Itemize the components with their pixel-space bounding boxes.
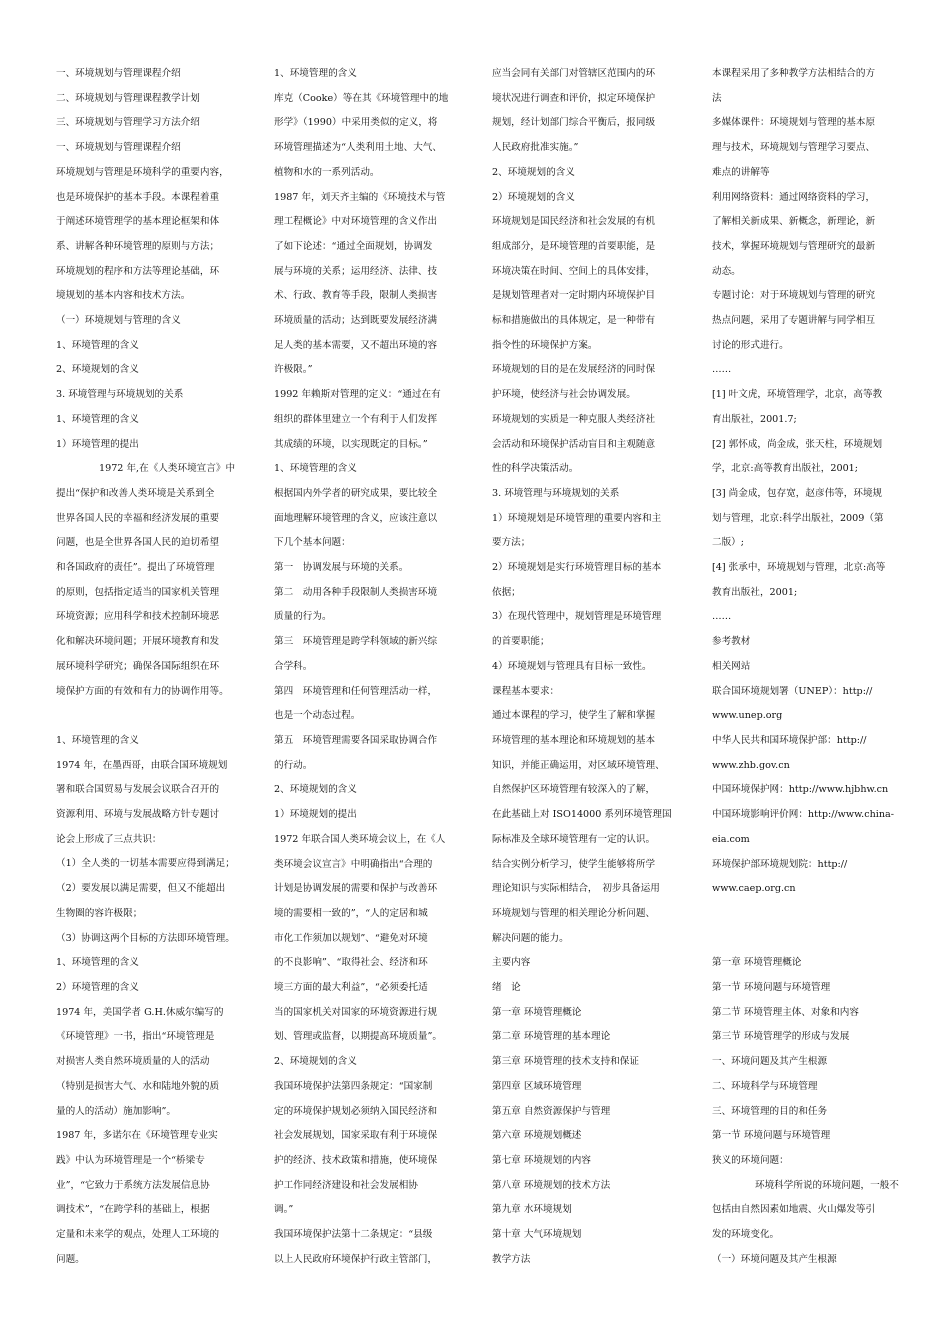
text-line: 通过本课程的学习，使学生了解和掌握	[492, 710, 656, 722]
text-line: 是规划管理者对一定时期内环境保护目	[492, 290, 656, 302]
text-line: 二版）;	[712, 537, 745, 549]
text-line: 第三节 环境管理学的形成与发展	[712, 1031, 850, 1043]
text-line: 形学》（1990）中采用类似的定义，将	[274, 117, 438, 129]
text-line: 育出版社，2001.7;	[712, 413, 797, 425]
text-line: 资源利用、环境与发展战略方针专题讨	[56, 809, 220, 821]
text-line: 划与管理，北京:科学出版社，2009（第	[712, 512, 884, 524]
text-column-1	[56, 62, 264, 1272]
text-line: 课程基本要求：	[492, 685, 560, 697]
text-line: 境的需要相一致的”，“人的定居和城	[274, 907, 428, 919]
text-line: 环境管理描述为“人类利用土地、大气、	[274, 142, 442, 154]
text-line: （3）协调这两个目标的方法即环境管理。	[56, 932, 235, 944]
text-line: eia.com	[712, 833, 750, 845]
text-line: 环境规划与管理是环境科学的重要内容，	[56, 166, 229, 178]
text-line: 环境资源；应用科学和技术控制环境恶	[56, 611, 220, 623]
text-line: 了如下论述：“通过全面规划，协调发	[274, 240, 433, 252]
text-line: 论会上形成了三点共识：	[56, 833, 162, 845]
text-line: 1972 年,在《人类环境宣言》中	[99, 463, 236, 475]
text-line: 署和联合国贸易与发展会议联合召开的	[56, 784, 220, 796]
text-line: 环境规划的目的是在发展经济的同时保	[492, 364, 656, 376]
text-line: 环境保护部环境规划院：http://	[712, 858, 848, 870]
text-line: 和各国政府的责任”。提出了环境管理	[56, 562, 215, 574]
text-line: （一）环境问题及其产生根源	[712, 1253, 837, 1265]
text-line: 第一节 环境问题与环境管理	[712, 981, 831, 993]
text-line: 动态。	[712, 265, 741, 277]
text-line: 1、环境管理的含义	[56, 734, 139, 746]
text-line: 以上人民政府环境保护行政主管部门，	[274, 1253, 438, 1265]
text-line: [2] 郭怀成，尚金成，张天柱，环境规划	[712, 438, 883, 450]
text-line: 《环境管理》一书，指出“环境管理是	[56, 1031, 215, 1043]
text-line: 境三方面的最大利益”，“必须委托适	[274, 982, 428, 994]
text-line: 问题。	[56, 1253, 85, 1265]
text-line: 三、环境管理的目的和任务	[712, 1105, 828, 1117]
text-line: 包括由自然因素如地震、火山爆发等引	[712, 1204, 876, 1216]
text-line: 第五 环境管理需要各国采取协调合作	[274, 734, 438, 746]
text-line: 一、环境规划与管理课程介绍	[56, 68, 181, 79]
text-line: 组织的群体里建立一个有利于人们发挥	[274, 413, 438, 425]
text-line: www.zhb.gov.cn	[712, 759, 790, 771]
text-line: 第四 环境管理和任何管理活动一样，	[274, 685, 438, 697]
text-line: 理论知识与实际相结合， 初步具备运用	[492, 883, 660, 895]
text-line: 根据国内外学者的研究成果，要比较全	[274, 487, 438, 499]
text-line: 境保护方面的有效和有力的协调作用等。	[56, 685, 229, 697]
text-line: 术、行政、教育等手段，限制人类损害	[274, 290, 438, 302]
text-line: 第五章 自然资源保护与管理	[492, 1105, 611, 1117]
blank-line	[712, 902, 920, 927]
text-line: 1、环境管理的含义	[274, 68, 357, 79]
text-line: 2、环境规划的含义	[56, 364, 139, 376]
text-line: 应当会同有关部门对管辖区范围内的环	[492, 68, 656, 79]
text-line: 的行动。	[274, 759, 313, 771]
text-line: 自然保护区环境管理有较深入的了解，	[492, 784, 656, 796]
text-line: 面地理解环境管理的含义，应该注意以	[274, 512, 438, 524]
text-line: 2、环境规划的含义	[274, 784, 357, 796]
text-line: 世界各国人民的幸福和经济发展的重要	[56, 512, 220, 524]
text-line: 下几个基本问题：	[274, 537, 351, 549]
blank-line	[56, 704, 264, 729]
text-line: 主要内容	[492, 957, 531, 969]
text-line: 环境规划的实质是一种克服人类经济社	[492, 413, 656, 425]
text-line: 计划是协调发展的需要和保护与改善环	[274, 883, 438, 895]
text-line: 环境规划与管理的相关理论分析问题、	[492, 907, 656, 919]
text-line: 1、环境管理的含义	[274, 463, 357, 475]
text-line: 也是环境保护的基本手段。本课程着重	[56, 191, 220, 203]
text-line: 理与技术，环境规划与管理学习要点、	[712, 142, 876, 154]
text-line: 定量和未来学的观点，处理人工环境的	[56, 1229, 220, 1241]
text-line: 定的环境保护规划必须纳入国民经济和	[274, 1105, 438, 1117]
text-line: 人民政府批准实施。”	[492, 142, 579, 154]
text-line: [4] 张承中，环境规划与管理，北京:高等	[712, 562, 886, 574]
text-line: 合学科。	[274, 660, 313, 672]
text-line: 知识，并能正确运用，对区域环境管理、	[492, 759, 665, 771]
text-line: 我国环境保护法第十二条规定：“县级	[274, 1229, 433, 1241]
text-line: 一、环境问题及其产生根源	[712, 1056, 828, 1068]
text-line: 第一章 环境管理概论	[712, 957, 802, 969]
text-line: 我国环境保护法第四条规定：“国家制	[274, 1080, 433, 1092]
text-line: 指令性的环境保护方案。	[492, 339, 598, 351]
text-line: 植物和水的一系列活动。	[274, 166, 380, 178]
text-line: 环境规划是国民经济和社会发展的有机	[492, 216, 656, 228]
text-line: （1）全人类的一切基本需要应得到满足；	[56, 858, 235, 870]
text-line: 教育出版社，2001;	[712, 586, 798, 598]
text-line: 业”，“它致力于系统方法发展信息协	[56, 1179, 210, 1191]
text-line: 的原则，包括指定适当的国家机关管理	[56, 586, 220, 598]
text-line: 环境决策在时间、空间上的具体安排，	[492, 265, 656, 277]
text-line: 专题讨论：对于环境规划与管理的研究	[712, 290, 876, 302]
text-line: 结合实例分析学习，使学生能够将所学	[492, 858, 656, 870]
text-line: （2）要发展以满足需要，但又不能超出	[56, 883, 226, 895]
text-line: 第八章 环境规划的技术方法	[492, 1179, 611, 1191]
text-line: 第一章 环境管理概论	[492, 1006, 582, 1018]
text-line: 第二 动用各种手段限制人类损害环境	[274, 586, 438, 598]
text-line: 第六章 环境规划概述	[492, 1130, 582, 1142]
text-line: 1、环境管理的含义	[56, 413, 139, 425]
text-line: 践》中认为环境管理是一个“桥梁专	[56, 1154, 205, 1166]
text-line: 第三章 环境管理的技术支持和保证	[492, 1056, 639, 1068]
text-line: 1、环境管理的含义	[56, 957, 139, 969]
text-line: 第四章 区域环境管理	[492, 1080, 582, 1092]
text-line: 依据；	[492, 586, 521, 598]
text-line: 绪 论	[492, 982, 521, 994]
text-line: （特别是损害大气、水和陆地外貌的质	[56, 1080, 220, 1092]
text-line: ……	[712, 611, 732, 623]
text-line: 环境科学所说的环境问题，一般不	[755, 1179, 899, 1191]
text-line: 2）环境管理的含义	[56, 982, 139, 993]
text-line: 3. 环境管理与环境规划的关系	[56, 389, 184, 401]
text-line: 2、环境规划的含义	[274, 1056, 357, 1068]
text-line: 3）在现代管理中，规划管理是环境管理	[492, 611, 662, 623]
text-line: 境规划的基本内容和技术方法。	[56, 290, 191, 302]
text-line: www.unep.org	[712, 710, 783, 722]
text-line: 规划，经计划部门综合平衡后，报同级	[492, 117, 656, 129]
text-line: 二、环境规划与管理课程教学计划	[56, 92, 200, 104]
text-line: 解决问题的能力。	[492, 932, 569, 944]
text-line: 1）环境规划的提出	[274, 809, 357, 821]
text-line: 足人类的基本需要，又不超出环境的容	[274, 339, 438, 351]
text-line: 提出“保护和改善人类环境是关系到全	[56, 487, 215, 499]
text-line: 1992 年赖斯对管理的定义：“通过在有	[274, 389, 441, 401]
text-line: 狭义的环境问题：	[712, 1154, 789, 1166]
text-line: 境状况进行调查和评价，拟定环境保护	[492, 92, 656, 104]
text-line: 也是一个动态过程。	[274, 710, 361, 722]
text-line: 组成部分，是环境管理的首要职能，是	[492, 240, 656, 252]
text-line: 第二节 环境管理主体、对象和内容	[712, 1006, 859, 1018]
blank-line	[712, 927, 920, 952]
text-line: 一、环境规划与管理课程介绍	[56, 142, 181, 154]
text-column-4	[712, 62, 920, 1272]
text-line: 教学方法	[492, 1253, 531, 1265]
text-line: 第一 协调发展与环境的关系。	[274, 562, 409, 574]
text-line: [1] 叶文虎，环境管理学，北京，高等教	[712, 389, 883, 401]
text-line: 调。”	[274, 1204, 294, 1216]
text-line: 热点问题，采用了专题讲解与同学相互	[712, 315, 876, 327]
text-line: 要方法；	[492, 537, 531, 549]
text-line: 系、讲解各种环境管理的原则与方法；	[56, 240, 220, 252]
text-line: 的首要职能；	[492, 636, 550, 648]
text-line: 二、环境科学与环境管理	[712, 1080, 818, 1092]
text-line: 划、管理或监督，以期提高环境质量”。	[274, 1031, 442, 1043]
text-line: 生物圈的容许极限；	[56, 907, 143, 919]
text-line: 难点的讲解等	[712, 166, 770, 178]
text-line: 1987 年，多诺尔在《环境管理专业实	[56, 1130, 218, 1142]
text-line: 相关网站	[712, 660, 751, 672]
text-line: 性的科学决策活动。	[492, 463, 579, 475]
text-line: 1974 年，在墨西哥，由联合国环境规划	[56, 759, 228, 771]
text-line: 了解相关新成果、新概念，新理论，新	[712, 216, 876, 228]
text-line: 第七章 环境规划的内容	[492, 1154, 591, 1166]
text-line: 利用网络资料：通过网络资料的学习，	[712, 191, 876, 203]
text-line: 联合国环境规划署（UNEP）：http://	[712, 685, 873, 697]
text-line: 第一节 环境问题与环境管理	[712, 1130, 831, 1142]
text-line: 1974 年，美国学者 G.H.休威尔编写的	[56, 1006, 224, 1018]
text-line: 中国环境影响评价网：http://www.china-	[712, 809, 894, 821]
text-line: 展与环境的关系；运用经济、法律、技	[274, 265, 438, 277]
text-line: 展环境科学研究；确保各国际组织在环	[56, 660, 220, 672]
text-line: 发的环境变化。	[712, 1229, 780, 1241]
text-line: www.caep.org.cn	[712, 883, 796, 895]
text-line: 质量的行为。	[274, 611, 332, 623]
text-line: 标和措施做出的具体规定，是一种带有	[492, 315, 656, 327]
text-line: 环境质量的活动；达到既要发展经济满	[274, 315, 438, 327]
text-line: （一）环境规划与管理的含义	[56, 315, 181, 327]
text-line: 护环境，使经济与社会协调发展。	[492, 389, 636, 401]
text-line: 护工作同经济建设和社会发展相协	[274, 1179, 418, 1191]
text-line: 会活动和环境保护活动盲目和主观随意	[492, 438, 656, 450]
text-line: 理工程概论》中对环境管理的含义作出	[274, 216, 438, 228]
text-line: 3. 环境管理与环境规划的关系	[492, 487, 620, 499]
text-line: 调技术”，“在跨学科的基础上，根据	[56, 1204, 210, 1216]
text-column-2	[274, 62, 482, 1272]
text-line: 1987 年，刘天齐主编的《环境技术与管	[274, 191, 446, 203]
text-line: 1972 年联合国人类环境会议上，在《人	[274, 833, 446, 845]
text-line: 4）环境规划与管理具有目标一致性。	[492, 660, 652, 672]
text-line: 1）环境规划是环境管理的重要内容和主	[492, 512, 662, 524]
text-column-3	[492, 62, 700, 1272]
text-line: 量的人的活动）施加影响”。	[56, 1105, 177, 1117]
text-line: 中华人民共和国环境保护部：http://	[712, 734, 867, 746]
text-line: ……	[712, 364, 732, 376]
text-line: 其成绩的环境，以实现既定的目标。”	[274, 438, 428, 450]
text-line: 多媒体课件：环境规划与管理的基本原	[712, 117, 876, 129]
text-line: 1）环境管理的提出	[56, 438, 139, 450]
text-line: 讨论的形式进行。	[712, 339, 789, 351]
text-line: 1、环境管理的含义	[56, 339, 139, 351]
text-line: 护的经济、技术政策和措施，使环境保	[274, 1154, 438, 1166]
text-line: 法	[712, 92, 722, 104]
text-line: 参考教材	[712, 636, 751, 648]
text-line: 于阐述环境管理学的基本理论框架和体	[56, 216, 220, 228]
text-line: 际标准及全球环境管理有一定的认识。	[492, 833, 656, 845]
text-line: 2）环境规划的含义	[492, 191, 575, 203]
text-line: 在此基础上对 ISO14000 系列环境管理国	[492, 809, 672, 821]
text-line: 问题，也是全世界各国人民的迫切希望	[56, 537, 220, 549]
text-line: 化和解决环境问题；开展环境教育和发	[56, 636, 220, 648]
text-line: 库克（Cooke）等在其《环境管理中的地	[274, 92, 449, 104]
text-line: 第三 环境管理是跨学科领域的新兴综	[274, 636, 438, 648]
text-line: 市化工作须加以规划”、“避免对环境	[274, 932, 428, 944]
text-line: 第十章 大气环境规划	[492, 1229, 582, 1241]
text-line: 类环境会议宣言》中明确指出“合理的	[274, 858, 433, 870]
text-line: 技术，掌握环境规划与管理研究的最新	[712, 240, 876, 252]
text-line: 社会发展规划，国家采取有利于环境保	[274, 1130, 438, 1142]
text-line: 许极限。”	[274, 364, 313, 376]
text-line: 的不良影响”、“取得社会、经济和环	[274, 957, 428, 969]
text-line: 中国环境保护网：http://www.hjbhw.cn	[712, 784, 889, 796]
text-line: 第九章 水环境规划	[492, 1204, 572, 1216]
text-line: 学，北京:高等教育出版社，2001;	[712, 463, 859, 475]
text-line: 2、环境规划的含义	[492, 166, 575, 178]
text-line: 三、环境规划与管理学习方法介绍	[56, 117, 200, 129]
text-line: 对损害人类自然环境质量的人的活动	[56, 1056, 210, 1068]
text-line: 本课程采用了多种教学方法相结合的方	[712, 68, 876, 79]
text-line: 环境规划的程序和方法等理论基础，环	[56, 265, 220, 277]
text-line: 环境管理的基本理论和环境规划的基本	[492, 734, 656, 746]
text-line: 第二章 环境管理的基本理论	[492, 1031, 611, 1043]
text-line: 当的国家机关对国家的环境资源进行规	[274, 1006, 438, 1018]
text-line: 2）环境规划是实行环境管理目标的基本	[492, 562, 662, 574]
text-line: [3] 尚金成，包存宽，赵彦伟等，环境规	[712, 487, 883, 499]
